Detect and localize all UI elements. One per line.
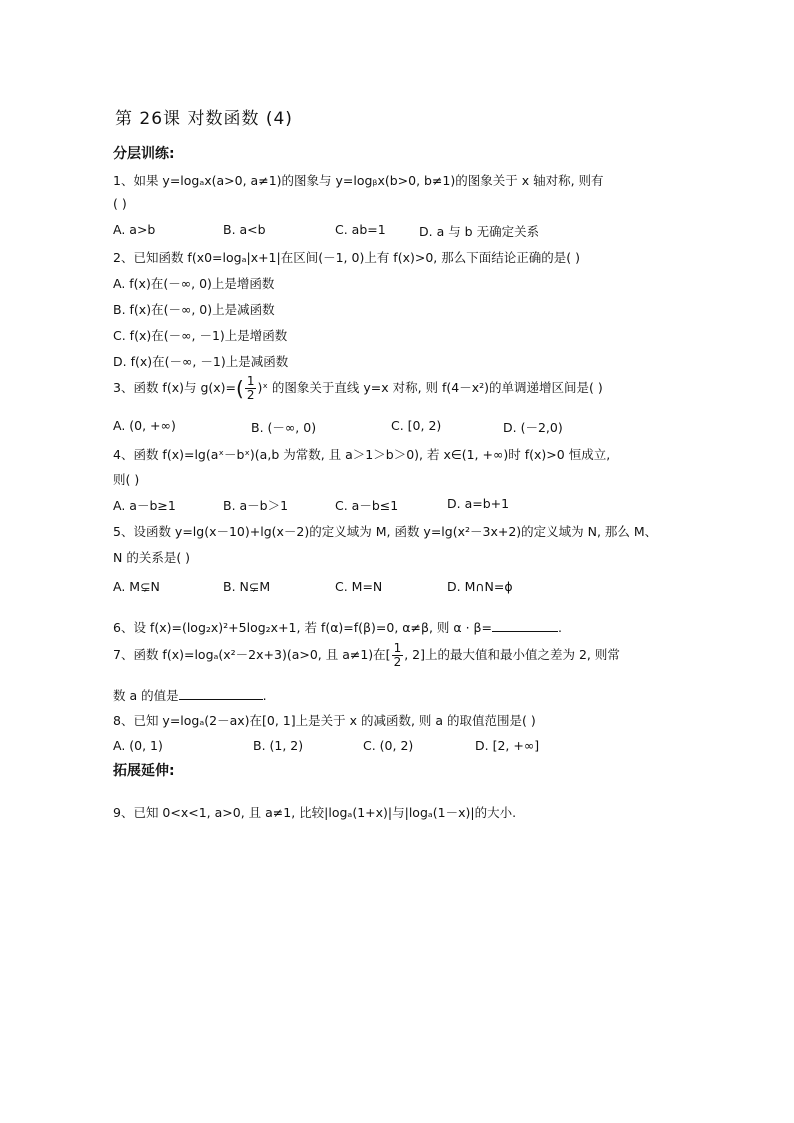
page-title: 第 26课 对数函数 (4) — [115, 109, 293, 129]
question-4-option-b: B. a－b＞1 — [223, 498, 289, 513]
question-8-option-d: D. [2, +∞] — [475, 738, 540, 753]
question-2-option-a: A. f(x)在(－∞, 0)上是增函数 — [113, 276, 275, 291]
question-5-options — [113, 579, 713, 597]
question-3-fraction — [245, 375, 257, 402]
question-4-text: 4、函数 f(x)=lg(aˣ－bˣ)(a,b 为常数, 且 a＞1＞b＞0), 若 x∈(1, +∞)时 f(x)>0 恒成立, — [113, 447, 611, 462]
question-4-option-d: D. a=b+1 — [447, 496, 510, 511]
question-2-text: 2、已知函数 f(x0=logₐ|x+1|在区间(－1, 0)上有 f(x)>0, 那么下面结论正确的是( ) — [113, 250, 580, 265]
question-1-options — [113, 222, 713, 240]
question-1-option-b: B. a<b — [223, 222, 266, 237]
fraction-numerator: 1 — [393, 641, 402, 655]
question-8-option-a: A. (0, 1) — [113, 738, 163, 753]
question-3-option-a: A. (0, +∞) — [113, 418, 176, 433]
fraction-denominator: 2 — [393, 655, 402, 669]
open-paren: ( — [236, 376, 244, 401]
fraction-denominator: 2 — [246, 388, 255, 402]
question-7-continued — [113, 686, 267, 704]
question-3-options — [113, 418, 713, 436]
question-7-prefix: 7、函数 f(x)=logₐ(x²－2x+3)(a>0, 且 a≠1)在[ — [113, 647, 391, 662]
question-2-option-d: D. f(x)在(－∞, －1)上是减函数 — [113, 354, 289, 369]
question-3-suffix: )ˣ 的图象关于直线 y=x 对称, 则 f(4－x²)的单调递增区间是( ) — [257, 380, 603, 395]
question-1-option-c: C. ab=1 — [335, 222, 386, 237]
question-4-options — [113, 496, 713, 514]
question-7-line2: 数 a 的值是 — [113, 688, 179, 703]
question-5-option-b: B. N⊊M — [223, 579, 271, 594]
question-3-option-b: B. (－∞, 0) — [251, 420, 317, 435]
question-5-option-d: D. M∩N=ϕ — [447, 579, 513, 594]
question-8-options — [113, 738, 713, 756]
question-5-text: 5、设函数 y=lg(x－10)+lg(x－2)的定义域为 M, 函数 y=lg(x²－3x+2)的定义域为 N, 那么 M、 — [113, 524, 658, 539]
question-1-option-d: D. a 与 b 无确定关系 — [419, 224, 540, 239]
question-8-text: 8、已知 y=logₐ(2－ax)在[0, 1]上是关于 x 的减函数, 则 a 的取值范围是( ) — [113, 713, 536, 728]
question-6-end: . — [558, 620, 562, 635]
question-3-prefix: 3、函数 f(x)与 g(x)= — [113, 380, 237, 395]
question-4-option-c: C. a－b≤1 — [335, 498, 399, 513]
section-heading-extension: 拓展延伸: — [113, 763, 175, 779]
question-8-option-c: C. (0, 2) — [363, 738, 414, 753]
question-9-text: 9、已知 0<x<1, a>0, 且 a≠1, 比较|logₐ(1+x)|与|logₐ(1－x)|的大小. — [113, 805, 517, 820]
question-5-option-c: C. M=N — [335, 579, 383, 594]
question-6-body: 6、设 f(x)=(log₂x)²+5log₂x+1, 若 f(α)=f(β)=0, α≠β, 则 α · β= — [113, 620, 493, 635]
question-6-text — [113, 618, 562, 636]
question-7-answer-blank[interactable] — [179, 687, 263, 700]
question-1-text: 1、如果 y=logₐx(a>0, a≠1)的图象与 y=logᵦx(b>0, b≠1)的图象关于 x 轴对称, 则有 — [113, 173, 604, 188]
question-5-continued: N 的关系是( ) — [113, 550, 191, 565]
question-3-text — [113, 375, 603, 402]
question-7-text — [113, 642, 620, 669]
section-heading-layered-training: 分层训练: — [113, 146, 175, 162]
question-3-option-c: C. [0, 2) — [391, 418, 442, 433]
question-7-suffix: , 2]上的最大值和最小值之差为 2, 则常 — [404, 647, 620, 662]
question-6-answer-blank[interactable] — [492, 619, 558, 632]
question-4-option-a: A. a－b≥1 — [113, 498, 176, 513]
question-4-answer-paren: 则( ) — [113, 472, 140, 487]
question-3-option-d: D. (－2,0) — [503, 420, 563, 435]
question-7-fraction — [392, 642, 404, 669]
question-7-end: . — [262, 688, 267, 703]
question-5-option-a: A. M⊊N — [113, 579, 160, 594]
question-2-option-b: B. f(x)在(－∞, 0)上是减函数 — [113, 302, 275, 317]
question-2-option-c: C. f(x)在(－∞, －1)上是增函数 — [113, 328, 288, 343]
question-1-answer-paren: ( ) — [113, 196, 127, 211]
fraction-numerator: 1 — [246, 374, 255, 388]
question-1-option-a: A. a>b — [113, 222, 156, 237]
question-8-option-b: B. (1, 2) — [253, 738, 304, 753]
